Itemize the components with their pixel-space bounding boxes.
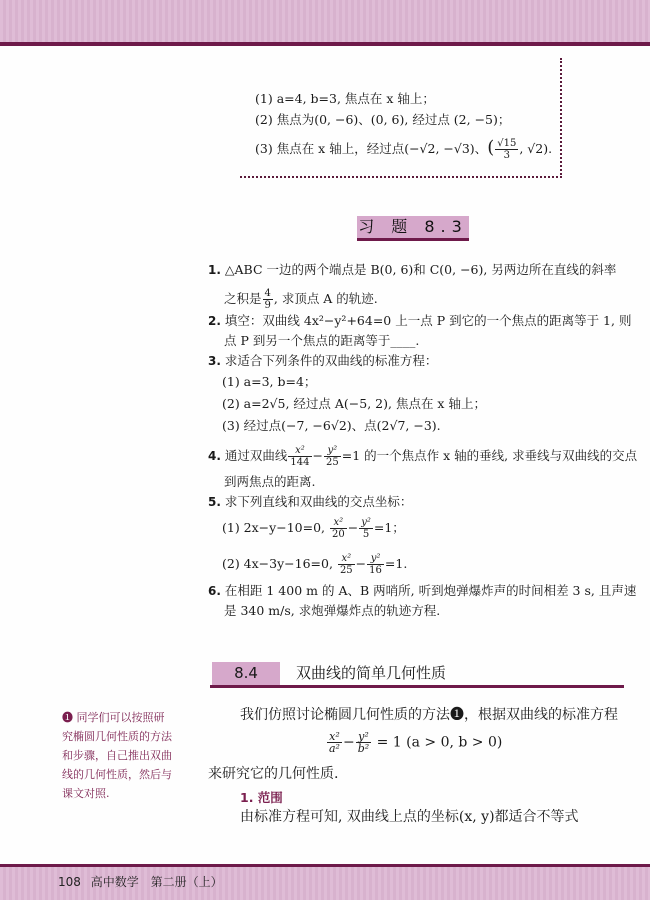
page-footer — [58, 873, 223, 890]
item-text: 焦点为(0, −6)、(0, 6), 经过点 (2, −5)； — [276, 112, 511, 127]
fraction: $\frac{4}{9}$ — [264, 288, 271, 311]
question-3-sub-1: (1) a=3, b=4； — [222, 374, 317, 389]
section-rule — [210, 685, 624, 688]
box-item-3: (3) 焦点在 x 轴上，经过点(−√2, −√3)、( $\frac{√15}{3}$ , √2). — [255, 137, 553, 161]
question-number: 3. — [208, 354, 221, 368]
item-label: (2) — [255, 112, 273, 127]
question-text: =1 的一个焦点作 x 轴的垂线, 求垂线与双曲线的交点 — [341, 448, 638, 463]
question-1-line-1 — [208, 262, 616, 278]
fraction: $\frac{\text{y²}}{25}$ — [326, 445, 339, 468]
question-6-line-1 — [208, 583, 636, 599]
question-3-sub-2: (2) a=2√5, 经过点 A(−5, 2), 焦点在 x 轴上； — [222, 396, 486, 411]
exercises-title: 习 题 8.3 — [358, 217, 468, 236]
fraction: $\frac{\text{y²}}{5}$ — [361, 517, 371, 540]
question-3-line-1 — [208, 353, 437, 369]
question-3-sub-3: (3) 经过点(−7, −6√2)、点(2√7, −3). — [222, 418, 441, 433]
question-text: 之积是 — [224, 291, 262, 306]
item-label: (3) — [255, 141, 273, 156]
question-text: △ABC 一边的两个端点是 B(0, 6)和 C(0, −6), 另两边所在直线的斜率 — [224, 262, 617, 277]
question-5-line-1 — [208, 494, 412, 510]
question-4-line-1: 4. 通过双曲线 $\frac{\text{x²}}{144}$ − $\frac{\text{y²}}{25}$ =1 的一个焦点作 x 轴的垂线, 求垂线与双曲线的交点 — [208, 445, 638, 468]
subheading-range: 1. 范围 — [240, 790, 283, 805]
question-4-line-2: 到两焦点的距离. — [224, 474, 316, 489]
question-1-line-2 — [224, 288, 378, 311]
question-2-line-2: 点 P 到另一个焦点的距离等于____. — [224, 333, 420, 348]
question-6-line-2: 是 340 m/s, 求炮弹爆炸点的轨迹方程. — [224, 603, 441, 618]
box-item-1 — [255, 91, 435, 107]
page-number: 108 — [58, 875, 81, 889]
question-number: 4. — [208, 449, 221, 463]
question-5-sub-2: (2) 4x−3y−16=0, $\frac{\text{x²}}{25}$ − $\frac{\text{y²}}{16}$ =1. — [222, 553, 408, 576]
question-5-sub-1: (1) 2x−y−10=0, $\frac{\text{x²}}{20}$ − $\frac{\text{y²}}{5}$ =1； — [222, 517, 405, 540]
box-item-2 — [255, 112, 510, 128]
section-number: 8.4 — [212, 662, 280, 685]
question-number: 1. — [208, 263, 221, 277]
section-paragraph-2: 来研究它的几何性质. — [208, 766, 339, 782]
top-rule — [0, 42, 650, 46]
question-text: 求下列直线和双曲线的交点坐标： — [224, 494, 413, 509]
fraction: $\frac{\text{y²}}{\text{b²}}$ — [357, 730, 370, 755]
section-title: 双曲线的简单几何性质 — [296, 664, 447, 682]
question-text: 在相距 1 400 m 的 A、B 两哨所, 听到炮弹爆炸声的时间相差 3 s, 且声速 — [224, 583, 637, 598]
fraction: $\frac{\text{x²}}{144}$ — [290, 445, 310, 468]
question-number: 6. — [208, 584, 221, 598]
fraction: $\frac{\text{y²}}{16}$ — [369, 553, 382, 576]
top-decorative-band — [0, 0, 650, 42]
margin-note: ❶ 同学们可以按照研究椭圆几何性质的方法和步骤，自己推出双曲线的几何性质，然后与课文对照. — [62, 711, 172, 800]
item-text: a=4, b=3, 焦点在 x 轴上； — [276, 91, 435, 106]
question-text: , 求顶点 A 的轨迹. — [273, 291, 378, 306]
fraction: $\frac{√15}{3}$ — [497, 138, 517, 161]
book-volume: 第二册（上） — [150, 875, 223, 889]
exercises-title-rule — [357, 238, 469, 241]
section-paragraph-1: 我们仿照讨论椭圆几何性质的方法❶，根据双曲线的标准方程 — [240, 707, 618, 723]
fraction: $\frac{\text{x²}}{\text{a²}}$ — [329, 730, 340, 755]
question-text: 求适合下列条件的双曲线的标准方程： — [224, 353, 438, 368]
item-text: , √2). — [519, 141, 553, 156]
question-text: 通过双曲线 — [224, 448, 288, 463]
standard-equation: $\frac{\text{x²}}{\text{a²}}$ − $\frac{\text{y²}}{\text{b²}}$ = 1 (a > 0, b > 0) — [329, 730, 503, 755]
item-label: (1) — [255, 91, 273, 106]
item-text: 焦点在 x 轴上，经过点(−√2, −√3)、 — [276, 141, 488, 156]
section-paragraph-3: 由标准方程可知, 双曲线上点的坐标(x, y)都适合不等式 — [240, 809, 579, 825]
fraction: $\frac{\text{x²}}{20}$ — [331, 517, 345, 540]
fraction: $\frac{\text{x²}}{25}$ — [339, 553, 353, 576]
question-text: 填空：双曲线 4x²−y²+64=0 上一点 P 到它的一个焦点的距离等于 1, 则 — [224, 313, 632, 328]
question-number: 5. — [208, 495, 221, 509]
book-title: 高中数学 — [90, 875, 139, 889]
question-number: 2. — [208, 314, 221, 328]
question-2-line-1 — [208, 313, 631, 329]
